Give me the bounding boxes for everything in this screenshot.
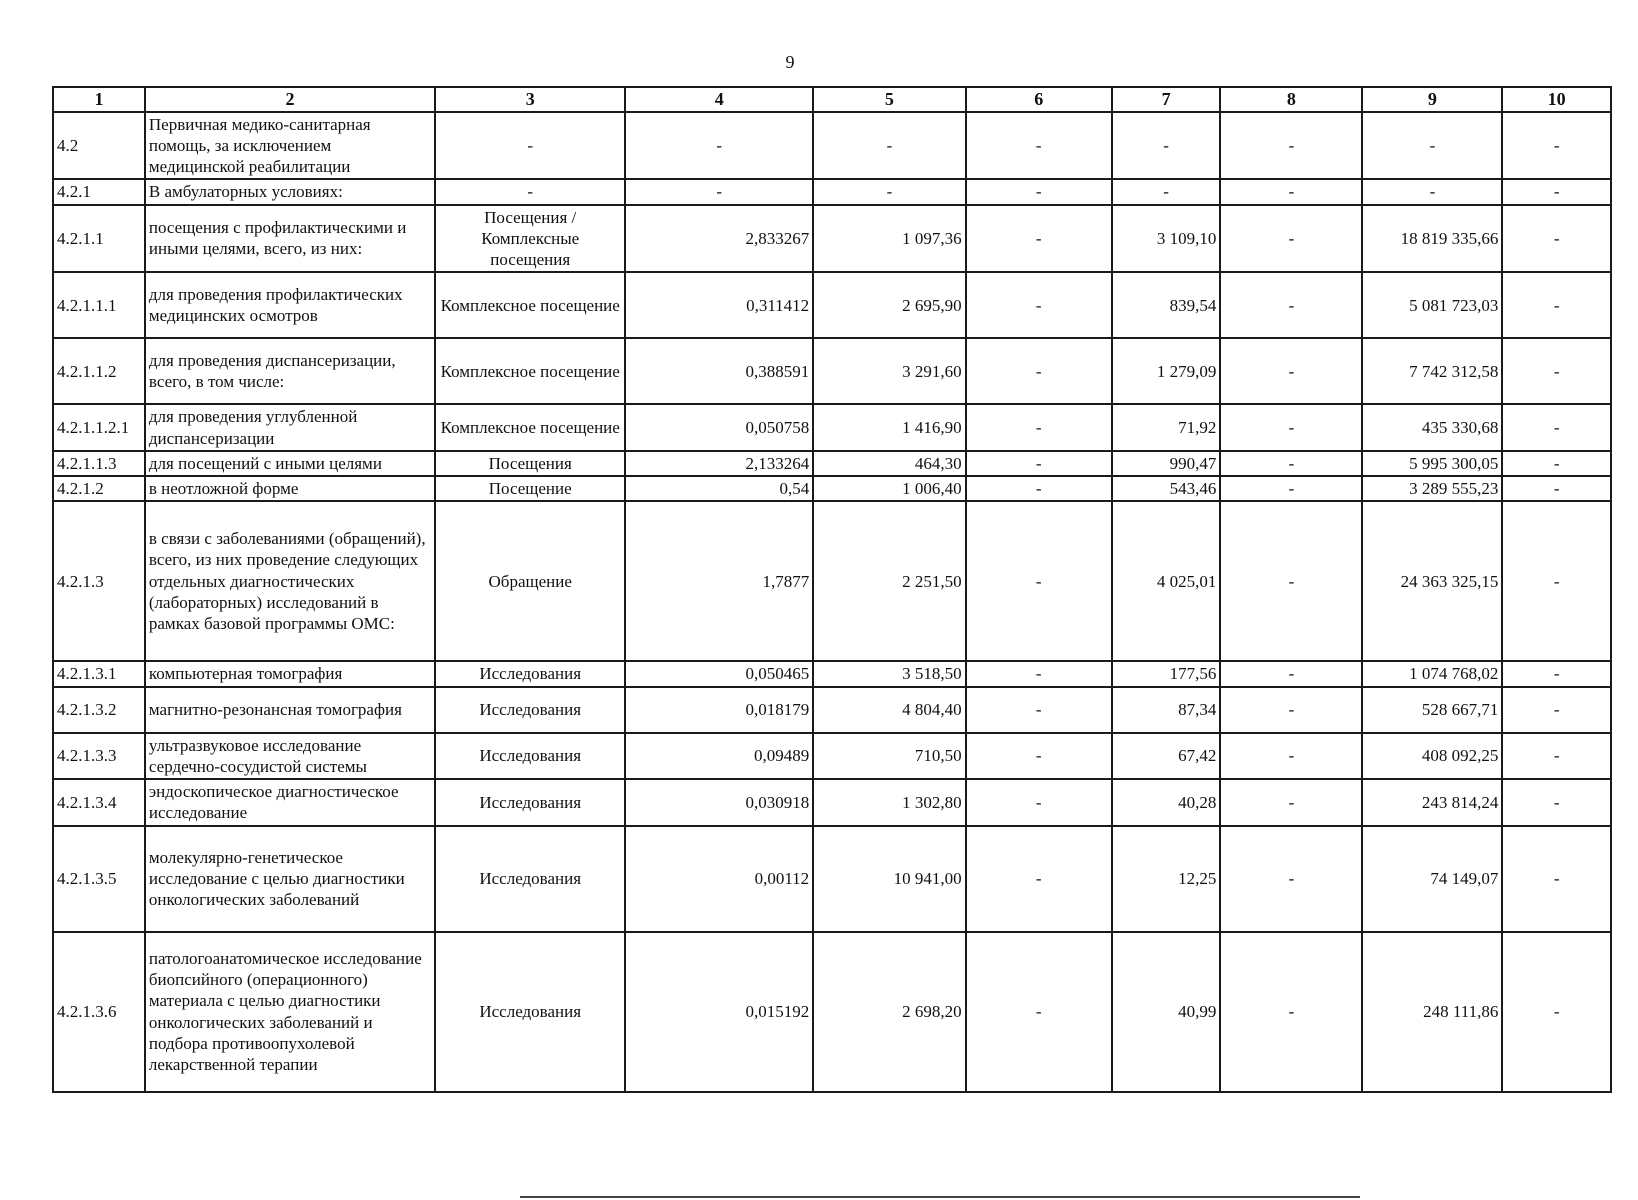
row-col4: 0,311412 xyxy=(625,272,813,338)
table-row xyxy=(53,733,1611,780)
row-col8: - xyxy=(1220,451,1362,476)
row-col5: 464,30 xyxy=(813,451,965,476)
row-col4: 0,050465 xyxy=(625,661,813,686)
row-col8: - xyxy=(1220,179,1362,204)
row-name: для проведения профилактических медицинских осмотров xyxy=(145,272,435,338)
row-col8: - xyxy=(1220,779,1362,826)
row-col5: 10 941,00 xyxy=(813,826,965,932)
row-col8: - xyxy=(1220,476,1362,501)
row-col10: - xyxy=(1502,779,1611,826)
row-col8: - xyxy=(1220,338,1362,404)
row-name: Первичная медико-санитарная помощь, за исключением медицинской реабилитации xyxy=(145,112,435,180)
table-row xyxy=(53,932,1611,1092)
row-col8: - xyxy=(1220,404,1362,451)
row-unit: - xyxy=(435,112,625,180)
row-name: магнитно-резонансная томография xyxy=(145,687,435,733)
row-col6: - xyxy=(966,404,1112,451)
row-col7: 177,56 xyxy=(1112,661,1221,686)
row-col7: 543,46 xyxy=(1112,476,1221,501)
row-col6: - xyxy=(966,661,1112,686)
row-col4: - xyxy=(625,179,813,204)
row-col9: - xyxy=(1362,112,1502,180)
table-row xyxy=(53,687,1611,733)
row-code: 4.2.1.3.5 xyxy=(53,826,145,932)
row-col8: - xyxy=(1220,687,1362,733)
table-row xyxy=(53,661,1611,686)
column-header: 8 xyxy=(1220,87,1362,112)
row-col10: - xyxy=(1502,476,1611,501)
column-header: 10 xyxy=(1502,87,1611,112)
row-col9: 248 111,86 xyxy=(1362,932,1502,1092)
row-col9: 243 814,24 xyxy=(1362,779,1502,826)
row-col8: - xyxy=(1220,661,1362,686)
row-col6: - xyxy=(966,272,1112,338)
table-row xyxy=(53,826,1611,932)
row-unit: Посещения / Комплексные посещения xyxy=(435,205,625,273)
table-row xyxy=(53,501,1611,661)
row-col6: - xyxy=(966,687,1112,733)
row-col7: 1 279,09 xyxy=(1112,338,1221,404)
row-col7: 3 109,10 xyxy=(1112,205,1221,273)
column-header: 7 xyxy=(1112,87,1221,112)
row-col10: - xyxy=(1502,826,1611,932)
row-col6: - xyxy=(966,451,1112,476)
row-code: 4.2.1.3 xyxy=(53,501,145,661)
column-header: 2 xyxy=(145,87,435,112)
row-code: 4.2.1.1.2 xyxy=(53,338,145,404)
row-name: молекулярно-генетическое исследование с целью диагностики онкологических заболеваний xyxy=(145,826,435,932)
row-code: 4.2.1.1.3 xyxy=(53,451,145,476)
row-col5: 1 416,90 xyxy=(813,404,965,451)
row-col4: - xyxy=(625,112,813,180)
row-col6: - xyxy=(966,932,1112,1092)
row-col8: - xyxy=(1220,112,1362,180)
row-col8: - xyxy=(1220,733,1362,780)
column-header: 6 xyxy=(966,87,1112,112)
row-col7: - xyxy=(1112,112,1221,180)
row-col4: 0,050758 xyxy=(625,404,813,451)
row-unit: Комплексное посещение xyxy=(435,404,625,451)
row-col8: - xyxy=(1220,501,1362,661)
row-unit: Посещения xyxy=(435,451,625,476)
row-name: в связи с заболеваниями (обращений), всего, из них проведение следующих отдельных диагностических (лабораторных) исследований в рамках базовой программы ОМС: xyxy=(145,501,435,661)
row-unit: Исследования xyxy=(435,733,625,780)
row-col10: - xyxy=(1502,687,1611,733)
row-name: патологоанатомическое исследование биопсийного (операционного) материала с целью диагностики онкологических заболеваний и подбора противоопухолевой лекарственной терапии xyxy=(145,932,435,1092)
row-col10: - xyxy=(1502,112,1611,180)
table-row xyxy=(53,179,1611,204)
table-row xyxy=(53,779,1611,826)
row-code: 4.2.1.1 xyxy=(53,205,145,273)
table-row xyxy=(53,404,1611,451)
row-col4: 0,030918 xyxy=(625,779,813,826)
row-col10: - xyxy=(1502,179,1611,204)
table-row xyxy=(53,272,1611,338)
row-unit: Комплексное посещение xyxy=(435,272,625,338)
table-row xyxy=(53,338,1611,404)
row-name: эндоскопическое диагностическое исследование xyxy=(145,779,435,826)
table-row xyxy=(53,451,1611,476)
row-col9: 24 363 325,15 xyxy=(1362,501,1502,661)
row-col7: 12,25 xyxy=(1112,826,1221,932)
row-col7: 40,28 xyxy=(1112,779,1221,826)
row-col9: 5 081 723,03 xyxy=(1362,272,1502,338)
row-col7: 87,34 xyxy=(1112,687,1221,733)
row-col8: - xyxy=(1220,932,1362,1092)
row-col9: 3 289 555,23 xyxy=(1362,476,1502,501)
row-col4: 2,133264 xyxy=(625,451,813,476)
row-col7: 990,47 xyxy=(1112,451,1221,476)
row-col10: - xyxy=(1502,733,1611,780)
row-name: В амбулаторных условиях: xyxy=(145,179,435,204)
row-col4: 1,7877 xyxy=(625,501,813,661)
row-col9: - xyxy=(1362,179,1502,204)
row-name: в неотложной форме xyxy=(145,476,435,501)
data-table xyxy=(52,86,1612,1093)
row-name: для проведения диспансеризации, всего, в том числе: xyxy=(145,338,435,404)
row-col6: - xyxy=(966,501,1112,661)
row-col4: 0,388591 xyxy=(625,338,813,404)
table-row xyxy=(53,476,1611,501)
row-name: для проведения углубленной диспансеризации xyxy=(145,404,435,451)
row-col5: 2 251,50 xyxy=(813,501,965,661)
row-col5: 4 804,40 xyxy=(813,687,965,733)
row-col7: 839,54 xyxy=(1112,272,1221,338)
row-col10: - xyxy=(1502,932,1611,1092)
row-col9: 435 330,68 xyxy=(1362,404,1502,451)
row-code: 4.2.1.2 xyxy=(53,476,145,501)
row-col6: - xyxy=(966,205,1112,273)
row-col5: 3 291,60 xyxy=(813,338,965,404)
row-col5: 2 698,20 xyxy=(813,932,965,1092)
row-col10: - xyxy=(1502,404,1611,451)
row-col5: 1 302,80 xyxy=(813,779,965,826)
row-unit: Исследования xyxy=(435,687,625,733)
row-col9: 408 092,25 xyxy=(1362,733,1502,780)
row-col4: 2,833267 xyxy=(625,205,813,273)
row-col9: 528 667,71 xyxy=(1362,687,1502,733)
row-col10: - xyxy=(1502,451,1611,476)
page-number: 9 xyxy=(785,52,795,72)
row-code: 4.2.1.1.1 xyxy=(53,272,145,338)
row-name: компьютерная томография xyxy=(145,661,435,686)
row-col10: - xyxy=(1502,205,1611,273)
row-col8: - xyxy=(1220,272,1362,338)
row-unit: Обращение xyxy=(435,501,625,661)
row-unit: - xyxy=(435,179,625,204)
row-col7: 71,92 xyxy=(1112,404,1221,451)
row-col7: 4 025,01 xyxy=(1112,501,1221,661)
row-unit: Комплексное посещение xyxy=(435,338,625,404)
row-name: для посещений с иными целями xyxy=(145,451,435,476)
row-col10: - xyxy=(1502,501,1611,661)
column-header: 9 xyxy=(1362,87,1502,112)
row-name: ультразвуковое исследование сердечно-сосудистой системы xyxy=(145,733,435,780)
row-col5: 3 518,50 xyxy=(813,661,965,686)
row-col5: 1 097,36 xyxy=(813,205,965,273)
row-col9: 18 819 335,66 xyxy=(1362,205,1502,273)
row-col5: 710,50 xyxy=(813,733,965,780)
column-header: 3 xyxy=(435,87,625,112)
row-col6: - xyxy=(966,112,1112,180)
row-col9: 7 742 312,58 xyxy=(1362,338,1502,404)
row-col9: 5 995 300,05 xyxy=(1362,451,1502,476)
row-code: 4.2.1.3.2 xyxy=(53,687,145,733)
row-col8: - xyxy=(1220,205,1362,273)
row-col7: 67,42 xyxy=(1112,733,1221,780)
row-code: 4.2 xyxy=(53,112,145,180)
row-unit: Посещение xyxy=(435,476,625,501)
table-header-row xyxy=(53,87,1611,112)
row-col5: 2 695,90 xyxy=(813,272,965,338)
row-col10: - xyxy=(1502,338,1611,404)
row-unit: Исследования xyxy=(435,932,625,1092)
row-col7: - xyxy=(1112,179,1221,204)
row-unit: Исследования xyxy=(435,826,625,932)
row-col6: - xyxy=(966,779,1112,826)
row-col10: - xyxy=(1502,272,1611,338)
row-col6: - xyxy=(966,338,1112,404)
row-code: 4.2.1.3.3 xyxy=(53,733,145,780)
row-col6: - xyxy=(966,476,1112,501)
row-code: 4.2.1.1.2.1 xyxy=(53,404,145,451)
column-header: 4 xyxy=(625,87,813,112)
table-row xyxy=(53,112,1611,180)
row-col6: - xyxy=(966,826,1112,932)
row-col8: - xyxy=(1220,826,1362,932)
row-col6: - xyxy=(966,733,1112,780)
row-col4: 0,018179 xyxy=(625,687,813,733)
column-header: 1 xyxy=(53,87,145,112)
row-col9: 1 074 768,02 xyxy=(1362,661,1502,686)
column-header: 5 xyxy=(813,87,965,112)
row-col4: 0,00112 xyxy=(625,826,813,932)
row-col4: 0,09489 xyxy=(625,733,813,780)
table-row xyxy=(53,205,1611,273)
row-code: 4.2.1.3.6 xyxy=(53,932,145,1092)
row-code: 4.2.1.3.1 xyxy=(53,661,145,686)
row-col5: 1 006,40 xyxy=(813,476,965,501)
row-code: 4.2.1 xyxy=(53,179,145,204)
row-unit: Исследования xyxy=(435,661,625,686)
page-bottom-rule xyxy=(520,1196,1360,1198)
row-col5: - xyxy=(813,112,965,180)
row-col5: - xyxy=(813,179,965,204)
row-unit: Исследования xyxy=(435,779,625,826)
row-col6: - xyxy=(966,179,1112,204)
row-col4: 0,015192 xyxy=(625,932,813,1092)
row-col9: 74 149,07 xyxy=(1362,826,1502,932)
row-code: 4.2.1.3.4 xyxy=(53,779,145,826)
row-col10: - xyxy=(1502,661,1611,686)
row-col4: 0,54 xyxy=(625,476,813,501)
row-col7: 40,99 xyxy=(1112,932,1221,1092)
row-name: посещения с профилактическими и иными целями, всего, из них: xyxy=(145,205,435,273)
